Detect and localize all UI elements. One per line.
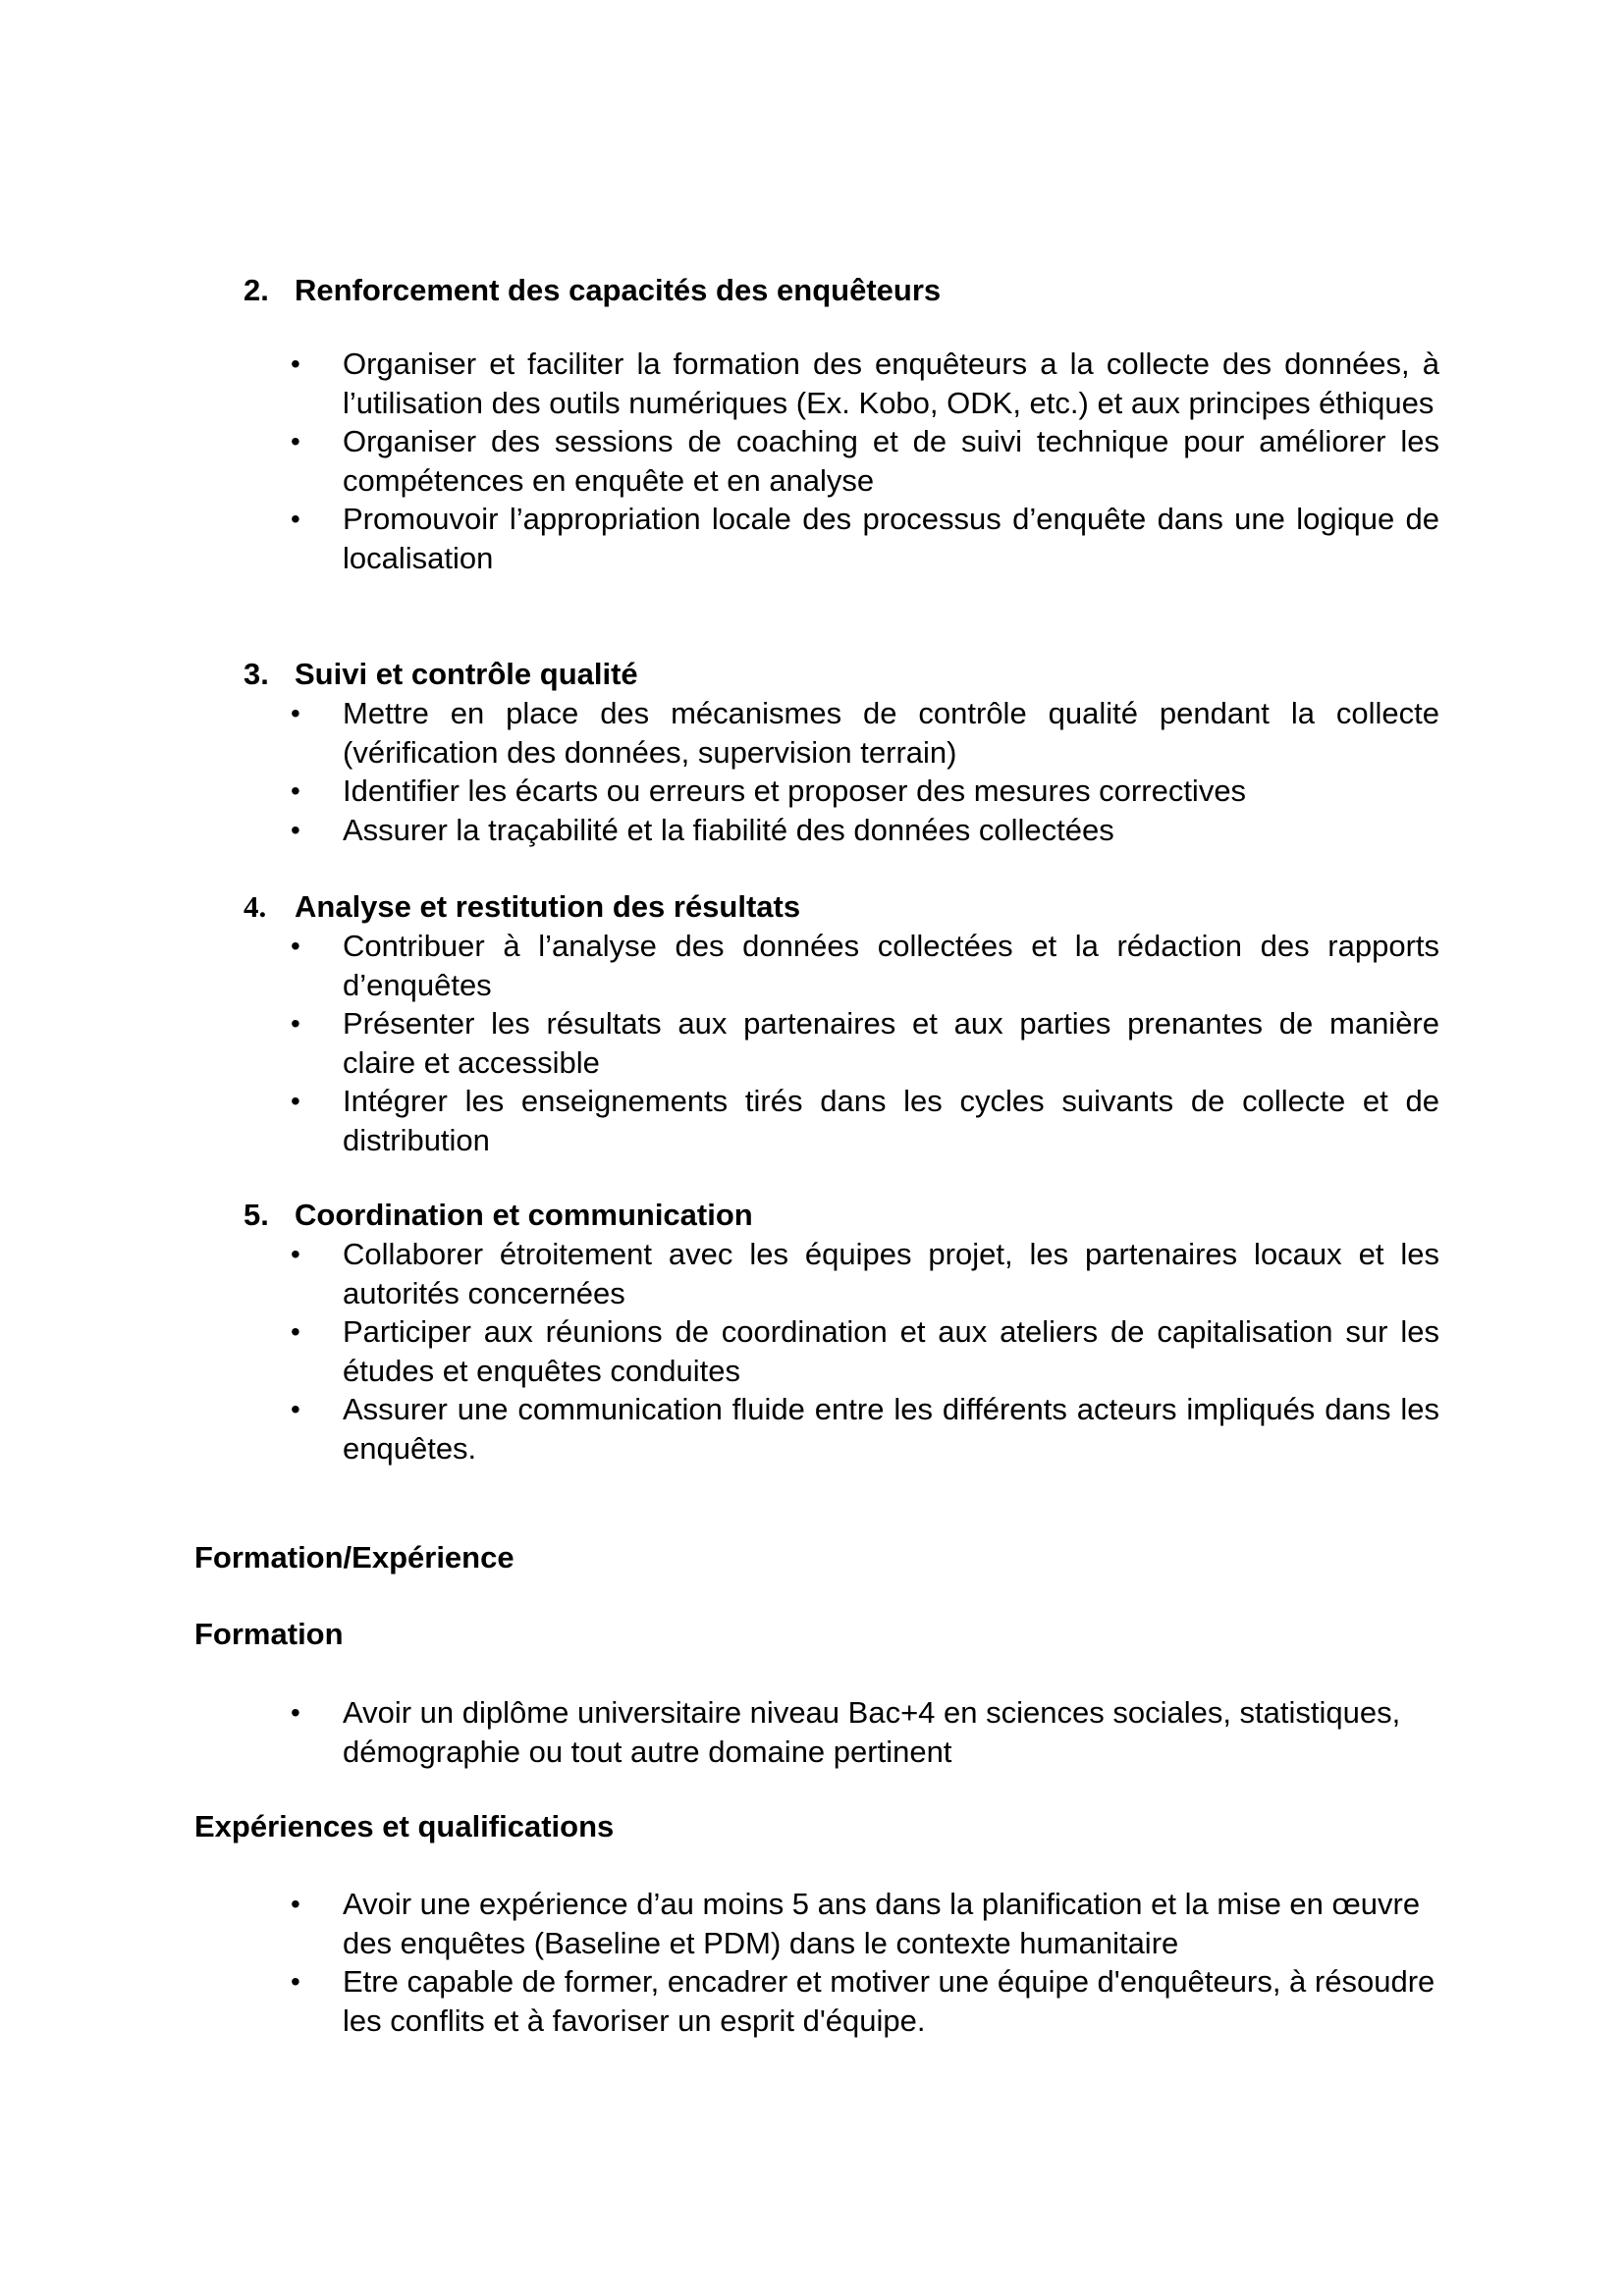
formation-experience-heading: Formation/Expérience xyxy=(194,1540,514,1575)
list-item: • Organiser et faciliter la formation des enquêteurs a la collecte des données, à l’utilisation des outils numériques (Ex. Kobo, ODK, etc.) et aux principes éthiques xyxy=(291,347,1439,420)
section-heading-3 xyxy=(244,656,638,693)
bullet-icon: • xyxy=(291,426,300,456)
bullet-icon: • xyxy=(291,931,300,961)
bullet-icon: • xyxy=(291,1086,300,1116)
bullet-icon: • xyxy=(291,1008,300,1039)
bullet-icon: • xyxy=(291,814,300,845)
list-item: • Etre capable de former, encadrer et motiver une équipe d'enquêteurs, à résoudre les conflits et à favoriser un esprit d'équipe. xyxy=(291,1964,1435,2038)
list-item: • Intégrer les enseignements tirés dans les cycles suivants de collecte et de distribution xyxy=(291,1084,1439,1157)
formation-list xyxy=(291,1693,1410,1771)
formation-heading: Formation xyxy=(194,1617,344,1651)
experience-heading: Expériences et qualifications xyxy=(194,1809,615,1843)
section-heading-2 xyxy=(244,272,941,309)
experience-list xyxy=(291,1885,1439,2040)
bullet-icon: • xyxy=(291,348,300,379)
list-item: • Collaborer étroitement avec les équipes projet, les partenaires locaux et les autorités concernées xyxy=(291,1237,1439,1310)
bullet-icon: • xyxy=(291,504,300,534)
bullet-icon: • xyxy=(291,1394,300,1424)
list-item: • Avoir un diplôme universitaire niveau Bac+4 en sciences sociales, statistiques, démographie ou tout autre domaine pertinent xyxy=(291,1695,1401,1769)
bullet-icon: • xyxy=(291,1889,300,1919)
section-3-list xyxy=(291,694,1439,849)
section-heading-5 xyxy=(244,1197,753,1234)
list-item: • Avoir une expérience d’au moins 5 ans dans la planification et la mise en œuvre des enquêtes (Baseline et PDM) dans le contexte humanitaire xyxy=(291,1887,1421,1960)
bullet-icon: • xyxy=(291,698,300,728)
section-title: Renforcement des capacités des enquêteurs xyxy=(295,273,942,307)
section-5-list xyxy=(291,1235,1439,1468)
bullet-icon: • xyxy=(291,775,300,806)
bullet-icon: • xyxy=(291,1697,300,1728)
list-item: • Présenter les résultats aux partenaires et aux parties prenantes de manière claire et accessible xyxy=(291,1006,1439,1080)
bullet-icon: • xyxy=(291,1239,300,1269)
list-item: • Identifier les écarts ou erreurs et proposer des mesures correctives xyxy=(291,772,1439,811)
section-4-list xyxy=(291,927,1439,1159)
list-item: • Assurer la traçabilité et la fiabilité des données collectées xyxy=(291,811,1439,850)
list-item: • Promouvoir l’appropriation locale des processus d’enquête dans une logique de localisation xyxy=(291,502,1439,575)
section-number: 2. xyxy=(244,273,269,307)
section-heading-4 xyxy=(244,888,800,926)
list-item: • Contribuer à l’analyse des données collectées et la rédaction des rapports d’enquêtes xyxy=(291,929,1439,1002)
list-item: • Mettre en place des mécanismes de contrôle qualité pendant la collecte (vérification des données, supervision terrain) xyxy=(291,696,1439,770)
section-number: 5. xyxy=(244,1198,269,1232)
section-title: Suivi et contrôle qualité xyxy=(295,657,638,691)
list-item: • Organiser des sessions de coaching et de suivi technique pour améliorer les compétences en enquête et en analyse xyxy=(291,424,1439,498)
list-item: • Assurer une communication fluide entre les différents acteurs impliqués dans les enquêtes. xyxy=(291,1392,1439,1466)
list-item: • Participer aux réunions de coordination et aux ateliers de capitalisation sur les études et enquêtes conduites xyxy=(291,1314,1439,1388)
section-title: Coordination et communication xyxy=(295,1198,753,1232)
bullet-icon: • xyxy=(291,1966,300,1997)
section-number: 3. xyxy=(244,657,269,691)
bullet-icon: • xyxy=(291,1316,300,1347)
section-title: Analyse et restitution des résultats xyxy=(295,889,801,924)
section-number: 4. xyxy=(244,889,267,924)
section-2-list xyxy=(291,345,1439,577)
